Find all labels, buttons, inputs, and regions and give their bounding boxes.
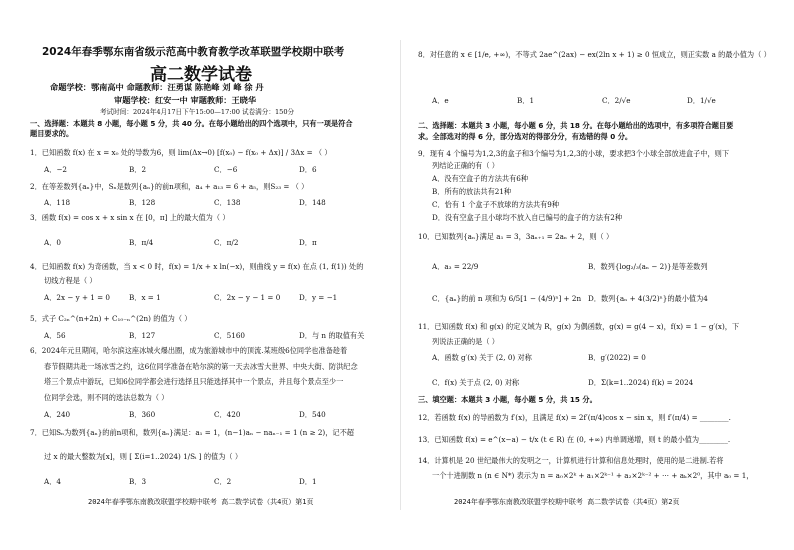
footer-left: 2024年春季鄂东南教改联盟学校期中联考 高二数学试卷（共4页）第1页 [88, 498, 314, 506]
q1-option-b: B．2 [129, 165, 147, 174]
q9-option-d: D．没有空盒子且小球均不放入自已编号的盒子的方法有2种 [432, 213, 623, 222]
q1-stem: 1．已知函数 f(x) 在 x = x₀ 处的导数为6，则 lim(Δx→0) [f(x₀) − f(x₀ + Δx)] / 3Δx = （ ） [30, 148, 332, 157]
q1-options [44, 165, 384, 174]
q3-options [44, 238, 384, 247]
q7-option-a: A．4 [44, 477, 61, 486]
q9-line-1: 9．现有 4 个编号为1,2,3的盒子和3个编号为1,2,3的小球，要求把3个小球全部放进盒子中，则下 [418, 149, 730, 158]
q8-option-c: C．2/√e [602, 96, 631, 105]
q1-option-c: C．−6 [214, 165, 238, 174]
q5-option-a: A．56 [44, 331, 66, 340]
q8-options [432, 96, 772, 105]
q14-line-1: 14．计算机是 20 世纪最伟大的发明之一，计算机进行计算和信息处理时，使用的是二进制.若将 [418, 456, 724, 465]
q7-options [44, 477, 384, 486]
q6-options [44, 410, 384, 419]
footer-right: 2024年春季鄂东南教改联盟学校期中联考 高二数学试卷（共4页）第2页 [454, 498, 680, 506]
section-2-heading-cont: 求。全部选对的得 6 分，部分选对的得部分分，有选错的得 0 分。 [418, 132, 633, 141]
q9-option-b: B．所有的放法共有21种 [432, 187, 512, 196]
q13-stem: 13．已知函数 f(x) = e^(x−a) − t/x (t ∈ R) 在 (0, +∞) 内单调递增，则 t 的最小值为________. [418, 435, 731, 444]
q5-stem: 5．式子 C₂ₙ^(n+2n) + C₁₀₋ₙ^(2n) 的值为（ ） [30, 314, 192, 323]
q3-option-a: A．0 [44, 238, 61, 247]
q3-option-b: B．π/4 [129, 238, 154, 247]
exam-title: 2024年春季鄂东南省级示范高中教育教学改革联盟学校期中联考 [42, 46, 345, 58]
proposer-line: 命题学校：鄂南高中 命题教师：汪勇谋 陈艳峰 刘 峰 徐 丹 [50, 82, 264, 92]
q11-option-d: D．Σ(k=1..2024) f(k) = 2024 [588, 378, 694, 387]
q6-option-b: B．360 [129, 410, 156, 419]
q11-option-a: A．函数 g′(x) 关于 (2, 0) 对称 [432, 353, 532, 362]
q7-stem: 7．已知Sₙ为数列{aₙ}的前n项和，数列{aₙ}满足：a₁ = 1，(n−1)aₙ − naₙ₋₁ = 1 (n ≥ 2)，记不超 [30, 428, 354, 437]
q10-option-a: A．a₃ = 22/9 [432, 262, 479, 271]
q8-option-a: A．e [432, 96, 449, 105]
exam-time-line: 考试时间：2024年4月17日下午15:00—17:00 试卷满分：150分 [100, 108, 295, 116]
section-3-heading: 三、填空题：本题共 3 小题，每小题 5 分，共 15 分。 [418, 395, 597, 404]
q3-option-c: C．π/2 [214, 238, 239, 247]
q10-option-d: D．数列{aₙ + 4(3/2)ⁿ}的最小值为4 [588, 294, 708, 303]
q11-option-b: B．g′(2022) = 0 [588, 353, 646, 362]
q2-option-a: A．118 [44, 198, 71, 207]
q6-line-2: 春节假期共赴一场冰雪之约，这6位同学准备在哈尔滨的第一天去冰雪大世界、中央大街、防洪纪念 [44, 362, 358, 371]
q9-option-a: A．没有空盒子的方法共有6种 [432, 174, 529, 183]
q5-option-b: B．127 [129, 331, 156, 340]
q2-option-b: B．128 [129, 198, 156, 207]
q9-option-c: C．恰有 1 个盒子不放球的方法共有9种 [432, 200, 560, 209]
q9-line-2: 列结论正确的有（ ） [432, 161, 499, 170]
q4-stem: 4．已知函数 f(x) 为奇函数，当 x < 0 时，f(x) = 1/x + x ln(−x)，则曲线 y = f(x) 在点 (1, f(1)) 处的 [30, 262, 364, 271]
q6-line-3: 塔三个景点中游玩，已知6位同学都会进行选择且只能选择其中一个景点，并且每个景点至少一 [44, 377, 344, 386]
q11-stem: 11．已知函数 f(x) 和 g(x) 的定义域为 R，g(x) 为偶函数，g(x) = g(4 − x)，f(x) = 1 − g′(x)，下 [418, 322, 740, 331]
q8-option-b: B．1 [517, 96, 535, 105]
q4-option-c: C．2x − y − 1 = 0 [214, 293, 281, 302]
q4-options [44, 293, 384, 302]
q10-option-b: B．数列{log₂/₃(aₙ − 2)}是等差数列 [588, 262, 708, 271]
q4-stem-cont: 切线方程是（ ） [44, 276, 97, 285]
q8-stem: 8．对任意的 x ∈ [1/e, +∞)，不等式 2ae^(2ax) − ex(2ln x + 1) ≥ 0 恒成立，则正实数 a 的最小值为（ ） [418, 50, 771, 59]
q6-line-1: 6．2024年元旦期间，哈尔滨这座冰城火爆出圈，成为旅游城市中的顶流.某班级6位同学也准备趁着 [30, 346, 348, 355]
q3-stem: 3．函数 f(x) = cos x + x sin x 在 [0，π] 上的最大值为（ ） [30, 213, 230, 222]
q3-option-d: D．π [299, 238, 317, 247]
q7-stem-cont: 过 x 的最大整数为[x]，则 [ Σ(i=1..2024) 1/Sᵢ ] 的值为（ ） [44, 452, 243, 461]
q10-stem: 10．已知数列{aₙ}满足 a₁ = 3，3aₙ₊₁ = 2aₙ + 2，则（ ） [418, 232, 614, 241]
q6-option-d: D．540 [299, 410, 326, 419]
q11-option-c: C．f(x) 关于点 (2, 0) 对称 [432, 378, 520, 387]
q2-option-d: D．148 [299, 198, 326, 207]
q6-option-c: C．420 [214, 410, 241, 419]
q1-option-a: A．−2 [44, 165, 67, 174]
q12-stem: 12．若函数 f(x) 的导函数为 f′(x)，且满足 f(x) = 2f′(π/4)cos x − sin x，则 f′(π/4) = ________. [418, 413, 731, 422]
q6-line-4: 位同学会选，则不同的选法总数为（ ） [44, 393, 169, 402]
q2-stem: 2．在等差数列{aₙ}中，Sₙ是数列{aₙ}的前n项和，a₄ + a₁₃ = 6 + a₅，则S₂₃ = （ ） [30, 182, 309, 191]
section-1-heading: 一、选择题：本题共 8 小题，每小题 5 分，共 40 分。在每小题给出的四个选项中，只有一项是符合 [30, 119, 353, 128]
q10-option-c: C．{aₙ}的前 n 项和为 6/5[1 − (4/9)ⁿ] + 2n [432, 294, 582, 303]
q7-option-b: B．3 [129, 477, 147, 486]
q8-option-d: D．1/√e [687, 96, 716, 105]
q5-option-c: C．5160 [214, 331, 245, 340]
q7-option-d: D．1 [299, 477, 317, 486]
q4-option-a: A．2x − y + 1 = 0 [44, 293, 110, 302]
q6-option-a: A．240 [44, 410, 71, 419]
q2-options [44, 198, 384, 207]
q11-stem-cont: 列说法正确的是（ ） [432, 337, 499, 346]
q5-option-d: D．与 n 的取值有关 [299, 331, 365, 340]
section-2-heading: 二、选择题：本题共 3 小题，每小题 6 分，共 18 分。在每小题给出的选项中，有多项符合题目要 [418, 121, 734, 130]
q5-options [44, 331, 384, 340]
q4-option-d: D．y = −1 [299, 293, 338, 302]
q4-option-b: B．x = 1 [129, 293, 161, 302]
reviewer-line: 审题学校：红安一中 审题教师：王晓华 [114, 95, 257, 105]
q7-option-c: C．2 [214, 477, 232, 486]
section-1-heading-cont: 题目要求的。 [30, 129, 74, 138]
q1-option-d: D．6 [299, 165, 317, 174]
column-divider [400, 40, 401, 510]
q14-line-2: 一个十进制数 n (n ∈ N*) 表示为 n = a₀×2ᵏ + a₁×2ᵏ⁻¹ + a₂×2ᵏ⁻² + ⋯ + aₖ×2⁰，其中 a₀ = 1， [432, 471, 754, 480]
subject-title: 高二数学试卷 [150, 65, 252, 85]
q2-option-c: C．138 [214, 198, 241, 207]
